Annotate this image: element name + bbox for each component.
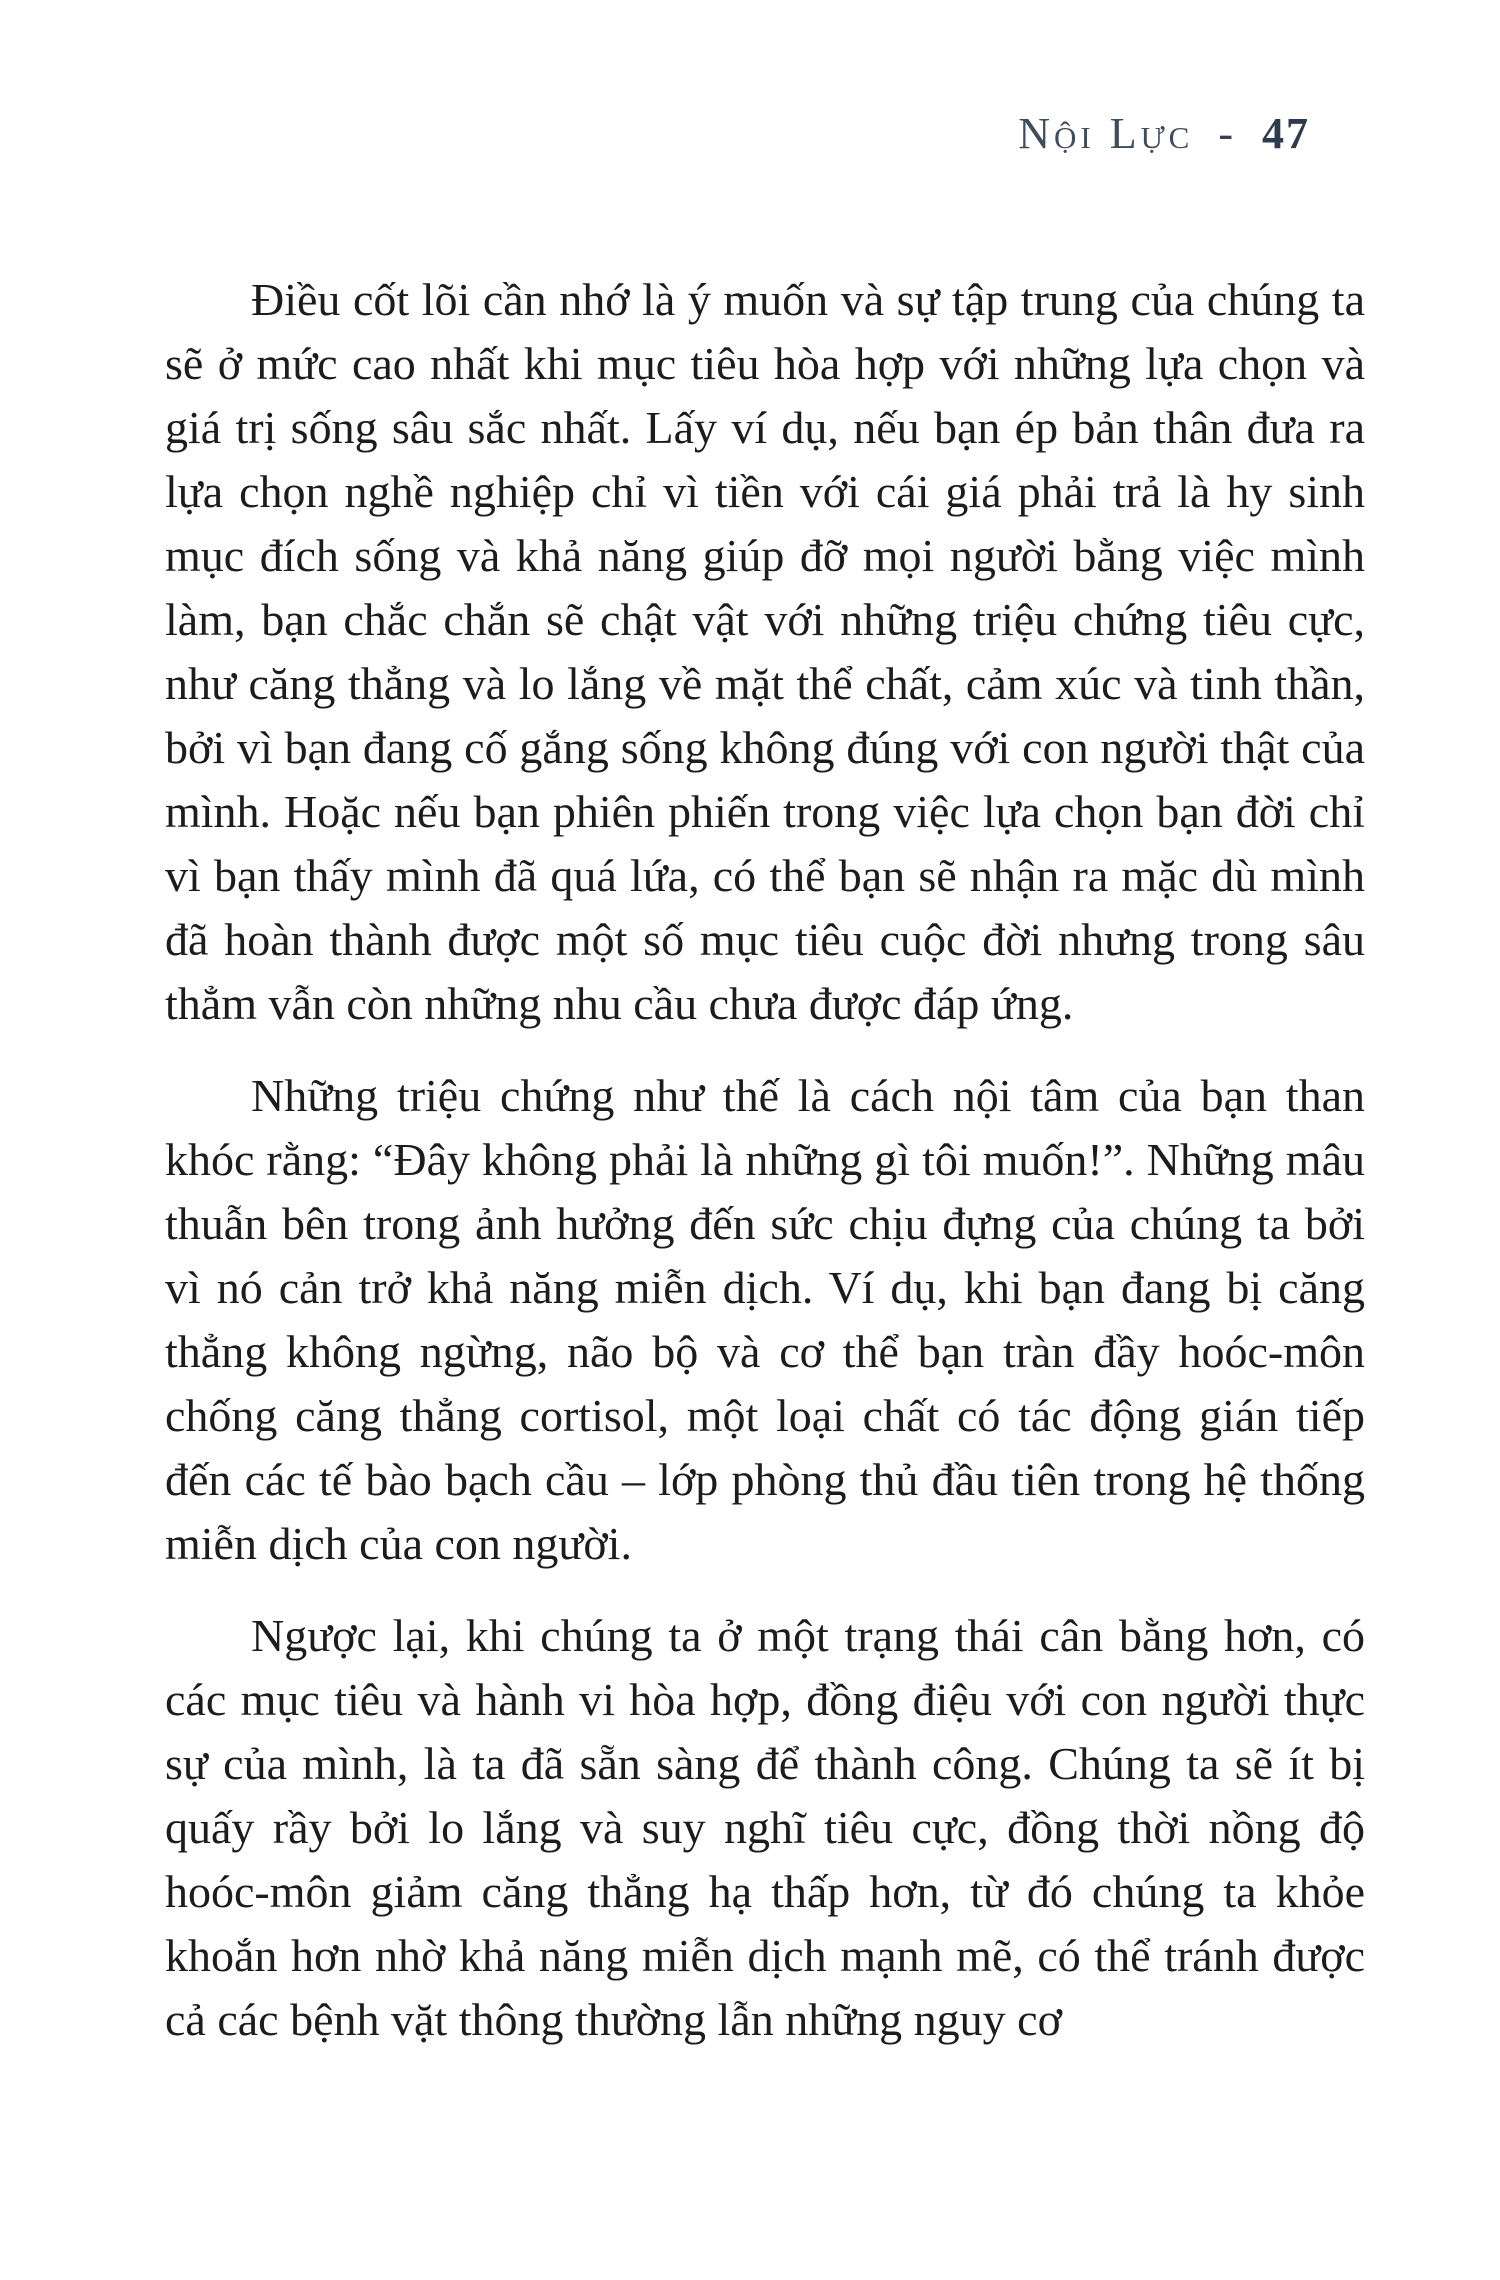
running-header xyxy=(1018,108,1310,159)
paragraph: Những triệu chứng như thế là cách nội tâm của bạn than khóc rằng: “Đây không phải là những gì tôi muốn!”. Những mâu thuẫn bên trong ảnh hưởng đến sức chịu đựng của chúng ta bởi vì nó cản trở khả năng miễn dịch. Ví dụ, khi bạn đang bị căng thẳng không ngừng, não bộ và cơ thể bạn tràn đầy hoóc-môn chống căng thẳng cortisol, một loại chất có tác động gián tiếp đến các tế bào bạch cầu – lớp phòng thủ đầu tiên trong hệ thống miễn dịch của con người. xyxy=(165,1070,1365,1569)
paragraph: Ngược lại, khi chúng ta ở một trạng thái cân bằng hơn, có các mục tiêu và hành vi hòa hợp, đồng điệu với con người thực sự của mình, là ta đã sẵn sàng để thành công. Chúng ta sẽ ít bị quấy rầy bởi lo lắng và suy nghĩ tiêu cực, đồng thời nồng độ hoóc-môn giảm căng thẳng hạ thấp hơn, từ đó chúng ta khỏe khoắn hơn nhờ khả năng miễn dịch mạnh mẽ, có thể tránh được cả các bệnh vặt thông thường lẫn những nguy cơ xyxy=(165,1610,1365,2045)
paragraph: Điều cốt lõi cần nhớ là ý muốn và sự tập trung của chúng ta sẽ ở mức cao nhất khi mục tiêu hòa hợp với những lựa chọn và giá trị sống sâu sắc nhất. Lấy ví dụ, nếu bạn ép bản thân đưa ra lựa chọn nghề nghiệp chỉ vì tiền với cái giá phải trả là hy sinh mục đích sống và khả năng giúp đỡ mọi người bằng việc mình làm, bạn chắc chắn sẽ chật vật với những triệu chứng tiêu cực, như căng thẳng và lo lắng về mặt thể chất, cảm xúc và tinh thần, bởi vì bạn đang cố gắng sống không đúng với con người thật của mình. Hoặc nếu bạn phiên phiến trong việc lựa chọn bạn đời chỉ vì bạn thấy mình đã quá lứa, có thể bạn sẽ nhận ra mặc dù mình đã hoàn thành được một số mục tiêu cuộc đời nhưng trong sâu thẳm vẫn còn những nhu cầu chưa được đáp ứng. xyxy=(165,274,1365,1029)
chapter-title: Nội Lực xyxy=(1018,109,1194,158)
header-separator: - xyxy=(1218,109,1237,158)
page-number: 47 xyxy=(1262,109,1310,158)
body-text xyxy=(165,268,1365,2052)
